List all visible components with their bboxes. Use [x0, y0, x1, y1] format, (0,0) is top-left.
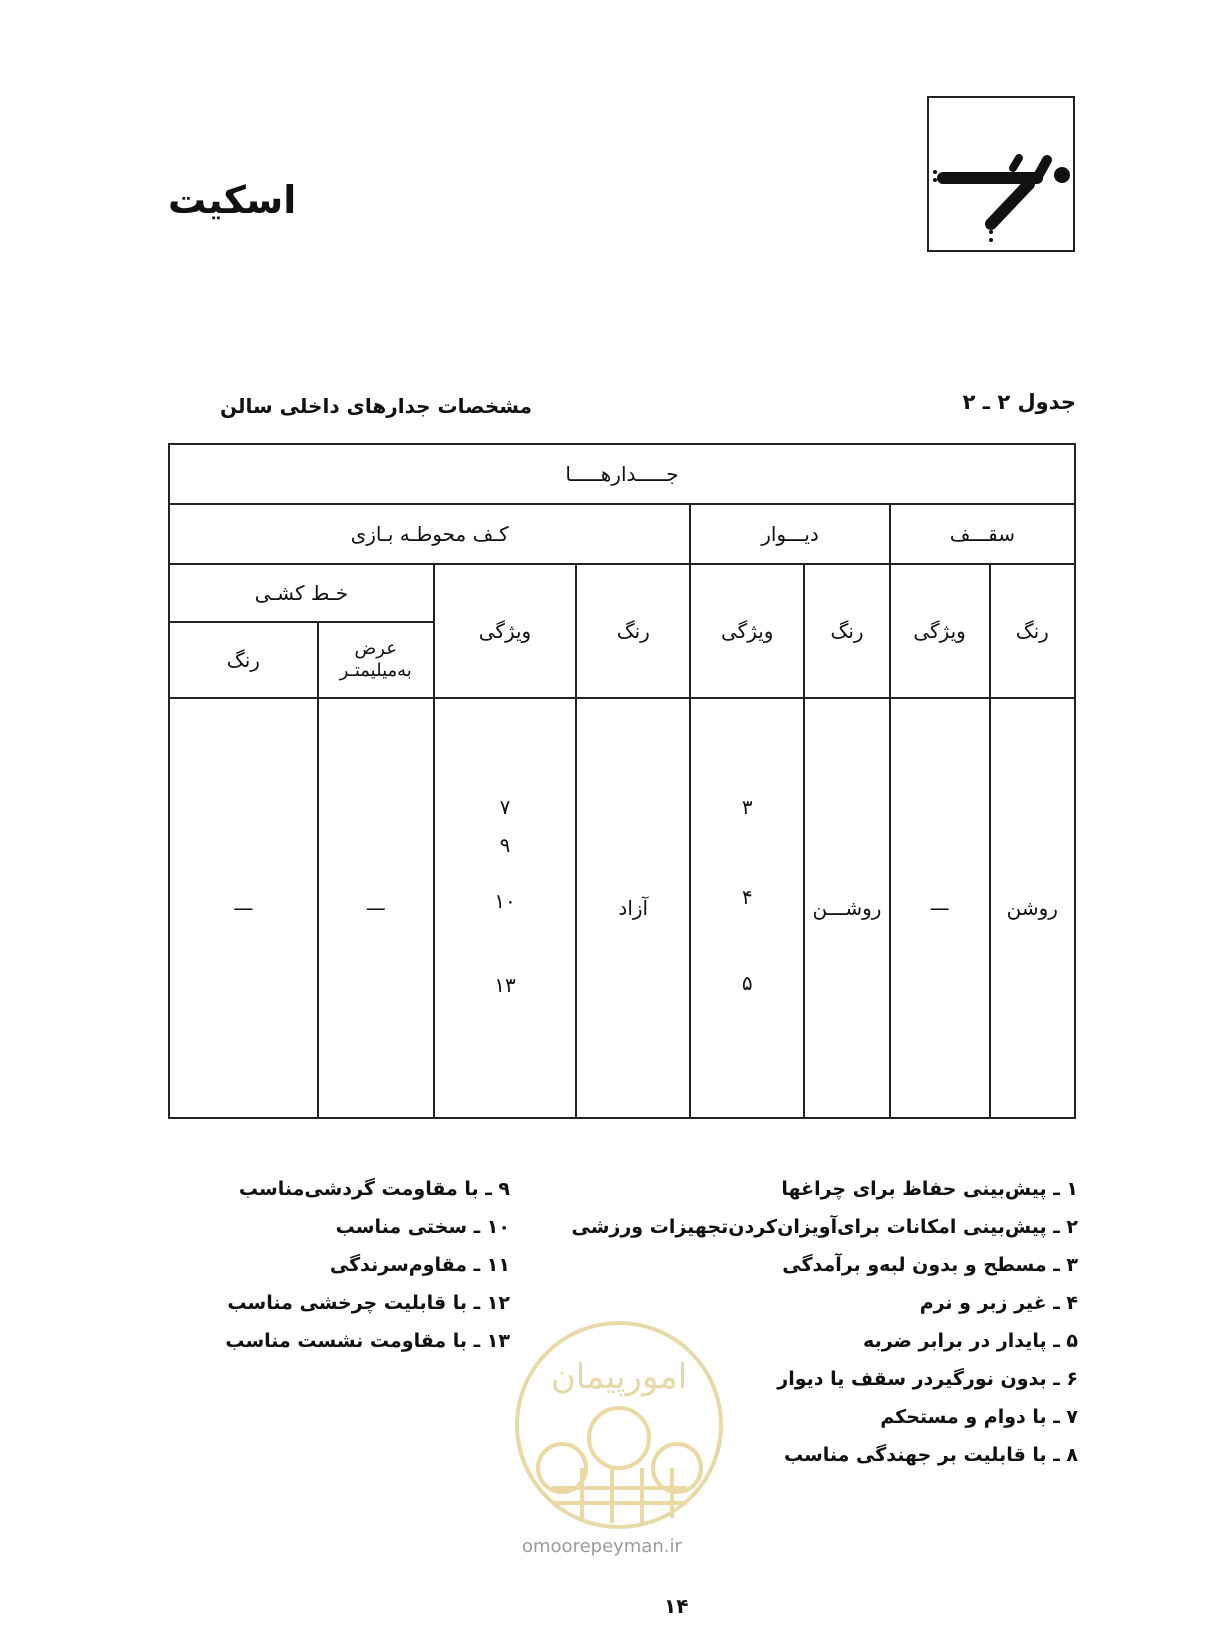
watermark-text: امورپیمان — [550, 1357, 688, 1397]
note-item: ۸ ـ با قابلیت بر جهندگی مناسب — [783, 1444, 1078, 1466]
note-item: ۱ ـ پیش‌بینی حفاظ برای چراغها — [781, 1178, 1078, 1200]
header-ceiling-feature: ویژگی — [890, 564, 990, 698]
header-wall: دیـــوار — [690, 504, 890, 564]
page-number: ۱۴ — [664, 1594, 689, 1618]
skater-icon — [927, 96, 1075, 252]
header-wall-color: رنگ — [804, 564, 890, 698]
wall-feature-item: ۵ — [741, 971, 753, 995]
note-item: ۴ ـ غیر زبر و نرم — [919, 1292, 1078, 1314]
header-ceiling-color: رنگ — [990, 564, 1076, 698]
note-item: ۵ ـ پایدار در برابر ضربه — [863, 1330, 1078, 1352]
wall-feature-item: ۳ — [741, 795, 753, 819]
note-item: ۲ ـ پیش‌بینی امکانات برای‌آویزان‌کردن‌تجهیزات ورزشی — [571, 1216, 1078, 1238]
header-line-width — [318, 622, 434, 698]
header-line-width-l1: عرض — [354, 638, 397, 659]
note-item: ۱۲ ـ با قابلیت چرخشی مناسب — [227, 1292, 510, 1314]
watermark-url: omoorepeyman.ir — [522, 1536, 682, 1557]
notes-list-left — [225, 1170, 510, 1360]
wall-feature-item: ۴ — [741, 885, 753, 909]
floor-feature-item: ۷ — [499, 795, 511, 819]
table-number: جدول ۲ ـ ۲ — [962, 390, 1076, 414]
header-floor-color: رنگ — [576, 564, 690, 698]
header-wall-feature: ویژگی — [690, 564, 804, 698]
header-floor: کـف محوطـه بـازی — [169, 504, 690, 564]
wall-color-cell: روشـــن — [804, 698, 890, 1118]
ceiling-color-cell: روشن — [990, 698, 1076, 1118]
note-item: ۳ ـ مسطح و بدون لبه‌و برآمدگی — [782, 1254, 1078, 1276]
table-caption: مشخصات جدارهای داخلی سالن — [220, 394, 533, 418]
line-color-cell: — — [169, 698, 318, 1118]
floor-feature-item: ۱۳ — [494, 973, 516, 997]
header-floor-feature: ویژگی — [434, 564, 577, 698]
wall-feature-cell — [690, 698, 804, 1118]
header-line-marking: خـط کشـی — [169, 564, 434, 622]
gear-logo-icon — [512, 1318, 726, 1532]
note-item: ۱۰ ـ سختی مناسب — [335, 1216, 510, 1238]
floor-feature-cell — [434, 698, 577, 1118]
floor-color-cell: آزاد — [576, 698, 690, 1118]
ceiling-feature-cell: — — [890, 698, 990, 1118]
header-ceiling: سقـــف — [890, 504, 1075, 564]
note-item: ۷ ـ با دوام و مستحکم — [880, 1406, 1078, 1428]
floor-feature-item: ۹ — [499, 833, 511, 857]
note-item: ۶ ـ بدون نورگیردر سقف یا دیوار — [777, 1368, 1078, 1390]
header-line-width-l2: به‌میلیمتـر — [339, 660, 412, 681]
floor-feature-item: ۱۰ — [494, 889, 516, 913]
line-width-cell: — — [318, 698, 434, 1118]
header-line-color: رنگ — [169, 622, 318, 698]
note-item: ۱۱ ـ مقاوم‌سرندگی — [329, 1254, 510, 1276]
header-walls: جـــــدارهـــــا — [169, 444, 1075, 504]
note-item: ۱۳ ـ با مقاومت نشست مناسب — [225, 1330, 510, 1352]
note-item: ۹ ـ با مقاومت گردشی‌مناسب — [238, 1178, 510, 1200]
page-title: اسکیت — [168, 178, 297, 222]
walls-spec-table — [168, 443, 1076, 1119]
